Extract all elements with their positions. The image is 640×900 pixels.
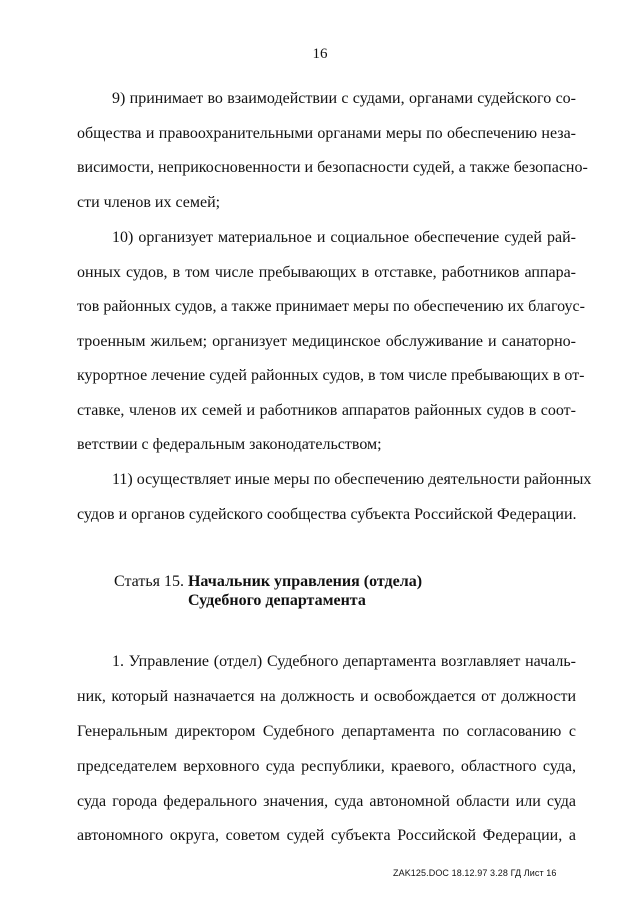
item-10-line-6: ставке, членов их семей и работников аппаратов районных судов в соот- bbox=[77, 402, 576, 419]
item-9-line-1: 9) принимает во взаимодействии с судами, органами судейского со- bbox=[112, 90, 576, 107]
paragraph-1-line-2: ник, который назначается на должность и освобождается от должности bbox=[77, 688, 576, 705]
paragraph-1-line-4: председателем верховного суда республики, краевого, областного суда, bbox=[77, 758, 576, 775]
item-9-line-2: общества и правоохранительными органами меры по обеспечению неза- bbox=[77, 125, 576, 142]
item-10-line-3: тов районных судов, а также принимает меры по обеспечению их благоус- bbox=[77, 298, 585, 315]
article-title-line-1: Начальник управления (отдела) bbox=[187, 573, 423, 590]
item-11-line-1: 11) осуществляет иные меры по обеспечению деятельности районных bbox=[112, 471, 592, 488]
page-number: 16 bbox=[312, 46, 328, 62]
item-9-line-3: висимости, неприкосновенности и безопасности судей, а также безопасно- bbox=[77, 159, 588, 176]
paragraph-1-line-1: 1. Управление (отдел) Судебного департамента возглавляет началь- bbox=[112, 653, 576, 670]
item-10-line-1: 10) организует материальное и социальное обеспечение судей рай- bbox=[112, 229, 576, 246]
item-9-line-4: сти членов их семей; bbox=[77, 194, 221, 211]
paragraph-1-line-5: суда города федерального значения, суда автономной области или суда bbox=[77, 793, 576, 810]
paragraph-1-line-6: автономного округа, советом судей субъекта Российской Федерации, а bbox=[77, 827, 576, 844]
item-10-line-2: онных судов, в том числе пребывающих в отставке, работников аппара- bbox=[77, 264, 576, 281]
item-10-line-4: троенным жильем; организует медицинское обслуживание и санаторно- bbox=[77, 333, 576, 350]
item-10-line-7: ветствии с федеральным законодательством; bbox=[77, 436, 382, 453]
paragraph-1-line-3: Генеральным директором Судебного департамента по согласованию с bbox=[77, 723, 576, 740]
document-footer: ZAK125.DOC 18.12.97 3.28 ГД Лист 16 bbox=[393, 868, 557, 878]
item-11-line-2: судов и органов судейского сообщества субъекта Российской Федерации. bbox=[77, 506, 577, 523]
article-title-line-2: Судебного департамента bbox=[188, 592, 366, 609]
article-heading bbox=[114, 572, 422, 592]
item-10-line-5: курортное лечение судей районных судов, в том числе пребывающих в от- bbox=[77, 367, 585, 384]
article-prefix: Статья 15. bbox=[114, 573, 184, 590]
